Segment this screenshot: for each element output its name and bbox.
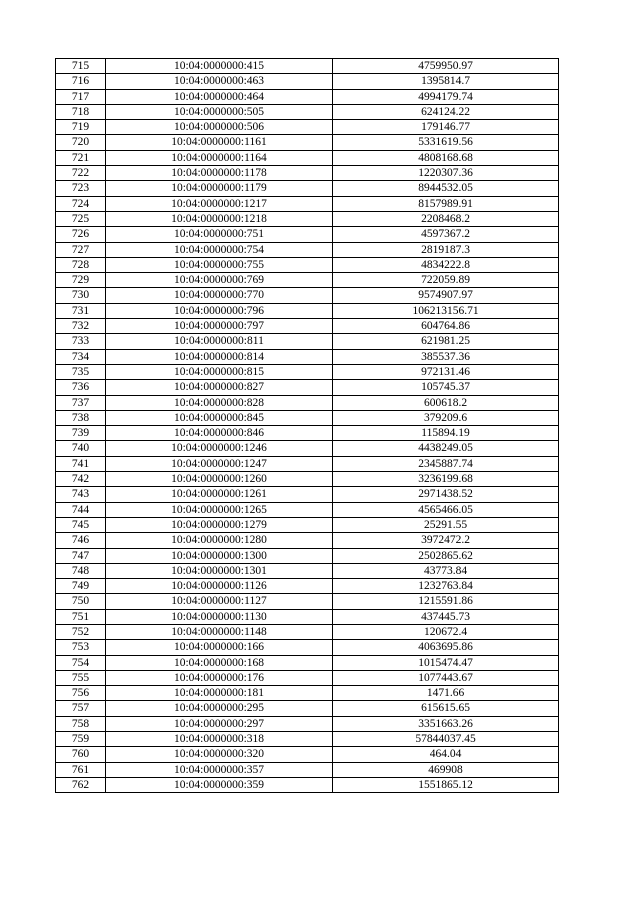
cadastral-number-cell: 10:04:0000000:464 [106, 89, 333, 104]
cadastral-number-cell: 10:04:0000000:359 [106, 777, 333, 792]
value-cell: 624124.22 [333, 104, 559, 119]
cadastral-number-cell: 10:04:0000000:506 [106, 120, 333, 135]
cadastral-number-cell: 10:04:0000000:1246 [106, 441, 333, 456]
cadastral-number-cell: 10:04:0000000:166 [106, 640, 333, 655]
value-cell: 385537.36 [333, 349, 559, 364]
value-cell: 2208468.2 [333, 211, 559, 226]
value-cell: 4808168.68 [333, 150, 559, 165]
cadastral-number-cell: 10:04:0000000:181 [106, 686, 333, 701]
value-cell: 4759950.97 [333, 59, 559, 74]
row-number-cell: 718 [56, 104, 106, 119]
value-cell: 43773.84 [333, 563, 559, 578]
table-row [56, 732, 559, 747]
table-row [56, 441, 559, 456]
row-number-cell: 762 [56, 777, 106, 792]
cadastral-number-cell: 10:04:0000000:1261 [106, 487, 333, 502]
value-cell: 4597367.2 [333, 227, 559, 242]
cadastral-number-cell: 10:04:0000000:1301 [106, 563, 333, 578]
table-row [56, 670, 559, 685]
row-number-cell: 724 [56, 196, 106, 211]
cadastral-number-cell: 10:04:0000000:168 [106, 655, 333, 670]
value-cell: 621981.25 [333, 334, 559, 349]
row-number-cell: 741 [56, 456, 106, 471]
table-row [56, 716, 559, 731]
cadastral-number-cell: 10:04:0000000:1130 [106, 609, 333, 624]
table-row [56, 303, 559, 318]
table-row [56, 579, 559, 594]
table-row [56, 533, 559, 548]
value-cell: 4834222.8 [333, 257, 559, 272]
row-number-cell: 761 [56, 762, 106, 777]
row-number-cell: 726 [56, 227, 106, 242]
row-number-cell: 721 [56, 150, 106, 165]
row-number-cell: 733 [56, 334, 106, 349]
table-row [56, 456, 559, 471]
value-cell: 1220307.36 [333, 166, 559, 181]
value-cell: 437445.73 [333, 609, 559, 624]
row-number-cell: 732 [56, 319, 106, 334]
row-number-cell: 735 [56, 364, 106, 379]
value-cell: 464.04 [333, 747, 559, 762]
table-row [56, 426, 559, 441]
table-row [56, 655, 559, 670]
table-row [56, 166, 559, 181]
row-number-cell: 727 [56, 242, 106, 257]
table-row [56, 517, 559, 532]
row-number-cell: 737 [56, 395, 106, 410]
value-cell: 4063695.86 [333, 640, 559, 655]
table-row [56, 594, 559, 609]
value-cell: 4438249.05 [333, 441, 559, 456]
cadastral-number-cell: 10:04:0000000:755 [106, 257, 333, 272]
value-cell: 8944532.05 [333, 181, 559, 196]
row-number-cell: 736 [56, 380, 106, 395]
row-number-cell: 746 [56, 533, 106, 548]
cadastral-number-cell: 10:04:0000000:1164 [106, 150, 333, 165]
cadastral-number-cell: 10:04:0000000:1148 [106, 624, 333, 639]
cadastral-number-cell: 10:04:0000000:797 [106, 319, 333, 334]
row-number-cell: 720 [56, 135, 106, 150]
value-cell: 2971438.52 [333, 487, 559, 502]
value-cell: 1015474.47 [333, 655, 559, 670]
table-row [56, 135, 559, 150]
value-cell: 105745.37 [333, 380, 559, 395]
table-row [56, 686, 559, 701]
row-number-cell: 740 [56, 441, 106, 456]
value-cell: 1232763.84 [333, 579, 559, 594]
row-number-cell: 734 [56, 349, 106, 364]
cadastral-number-cell: 10:04:0000000:751 [106, 227, 333, 242]
row-number-cell: 738 [56, 410, 106, 425]
row-number-cell: 753 [56, 640, 106, 655]
value-cell: 2819187.3 [333, 242, 559, 257]
table-row [56, 196, 559, 211]
cadastral-number-cell: 10:04:0000000:1161 [106, 135, 333, 150]
cadastral-number-cell: 10:04:0000000:1126 [106, 579, 333, 594]
value-cell: 3236199.68 [333, 472, 559, 487]
value-cell: 1077443.67 [333, 670, 559, 685]
cadastral-number-cell: 10:04:0000000:1280 [106, 533, 333, 548]
row-number-cell: 744 [56, 502, 106, 517]
cadastral-number-cell: 10:04:0000000:295 [106, 701, 333, 716]
value-cell: 2345887.74 [333, 456, 559, 471]
table-row [56, 640, 559, 655]
cadastral-number-cell: 10:04:0000000:297 [106, 716, 333, 731]
table-row [56, 89, 559, 104]
table-row [56, 747, 559, 762]
cadastral-number-cell: 10:04:0000000:357 [106, 762, 333, 777]
value-cell: 8157989.91 [333, 196, 559, 211]
value-cell: 179146.77 [333, 120, 559, 135]
cadastral-number-cell: 10:04:0000000:845 [106, 410, 333, 425]
value-cell: 722059.89 [333, 273, 559, 288]
cadastral-number-cell: 10:04:0000000:846 [106, 426, 333, 441]
table-row [56, 181, 559, 196]
row-number-cell: 752 [56, 624, 106, 639]
row-number-cell: 756 [56, 686, 106, 701]
row-number-cell: 717 [56, 89, 106, 104]
table-row [56, 777, 559, 792]
value-cell: 604764.86 [333, 319, 559, 334]
table-row [56, 104, 559, 119]
table-row [56, 548, 559, 563]
value-cell: 2502865.62 [333, 548, 559, 563]
table-row [56, 502, 559, 517]
row-number-cell: 747 [56, 548, 106, 563]
cadastral-number-cell: 10:04:0000000:463 [106, 74, 333, 89]
row-number-cell: 730 [56, 288, 106, 303]
cadastral-number-cell: 10:04:0000000:754 [106, 242, 333, 257]
value-cell: 379209.6 [333, 410, 559, 425]
table-row [56, 395, 559, 410]
cadastral-number-cell: 10:04:0000000:811 [106, 334, 333, 349]
cadastral-number-cell: 10:04:0000000:176 [106, 670, 333, 685]
cadastral-number-cell: 10:04:0000000:1179 [106, 181, 333, 196]
row-number-cell: 760 [56, 747, 106, 762]
row-number-cell: 716 [56, 74, 106, 89]
cadastral-number-cell: 10:04:0000000:828 [106, 395, 333, 410]
table-row [56, 380, 559, 395]
cadastral-number-cell: 10:04:0000000:1127 [106, 594, 333, 609]
table-row [56, 349, 559, 364]
table-row [56, 563, 559, 578]
table-row [56, 227, 559, 242]
value-cell: 972131.46 [333, 364, 559, 379]
row-number-cell: 757 [56, 701, 106, 716]
value-cell: 615615.65 [333, 701, 559, 716]
value-cell: 115894.19 [333, 426, 559, 441]
value-cell: 600618.2 [333, 395, 559, 410]
row-number-cell: 725 [56, 211, 106, 226]
cadastral-number-cell: 10:04:0000000:1217 [106, 196, 333, 211]
row-number-cell: 743 [56, 487, 106, 502]
cadastral-number-cell: 10:04:0000000:1247 [106, 456, 333, 471]
cadastral-number-cell: 10:04:0000000:320 [106, 747, 333, 762]
value-cell: 1215591.86 [333, 594, 559, 609]
row-number-cell: 751 [56, 609, 106, 624]
table-row [56, 257, 559, 272]
value-cell: 57844037.45 [333, 732, 559, 747]
table-row [56, 701, 559, 716]
value-cell: 1551865.12 [333, 777, 559, 792]
cadastral-number-cell: 10:04:0000000:1260 [106, 472, 333, 487]
value-cell: 9574907.97 [333, 288, 559, 303]
row-number-cell: 750 [56, 594, 106, 609]
table-row [56, 487, 559, 502]
cadastral-number-cell: 10:04:0000000:827 [106, 380, 333, 395]
data-table [55, 58, 559, 793]
table-row [56, 624, 559, 639]
table-row [56, 472, 559, 487]
row-number-cell: 729 [56, 273, 106, 288]
table-row [56, 273, 559, 288]
table-row [56, 288, 559, 303]
cadastral-number-cell: 10:04:0000000:796 [106, 303, 333, 318]
row-number-cell: 722 [56, 166, 106, 181]
value-cell: 5331619.56 [333, 135, 559, 150]
row-number-cell: 742 [56, 472, 106, 487]
table-row [56, 120, 559, 135]
table-row [56, 242, 559, 257]
value-cell: 4565466.05 [333, 502, 559, 517]
cadastral-number-cell: 10:04:0000000:1279 [106, 517, 333, 532]
row-number-cell: 723 [56, 181, 106, 196]
table-row [56, 74, 559, 89]
row-number-cell: 745 [56, 517, 106, 532]
cadastral-number-cell: 10:04:0000000:1265 [106, 502, 333, 517]
cadastral-number-cell: 10:04:0000000:770 [106, 288, 333, 303]
row-number-cell: 719 [56, 120, 106, 135]
row-number-cell: 748 [56, 563, 106, 578]
value-cell: 3351663.26 [333, 716, 559, 731]
cadastral-number-cell: 10:04:0000000:505 [106, 104, 333, 119]
table-row [56, 59, 559, 74]
table-row [56, 334, 559, 349]
table-row [56, 211, 559, 226]
row-number-cell: 715 [56, 59, 106, 74]
table-row [56, 364, 559, 379]
row-number-cell: 728 [56, 257, 106, 272]
value-cell: 120672.4 [333, 624, 559, 639]
cadastral-number-cell: 10:04:0000000:815 [106, 364, 333, 379]
table-row [56, 410, 559, 425]
cadastral-number-cell: 10:04:0000000:1300 [106, 548, 333, 563]
table-row [56, 609, 559, 624]
cadastral-number-cell: 10:04:0000000:814 [106, 349, 333, 364]
row-number-cell: 755 [56, 670, 106, 685]
row-number-cell: 758 [56, 716, 106, 731]
value-cell: 4994179.74 [333, 89, 559, 104]
table-row [56, 762, 559, 777]
cadastral-number-cell: 10:04:0000000:415 [106, 59, 333, 74]
row-number-cell: 739 [56, 426, 106, 441]
value-cell: 3972472.2 [333, 533, 559, 548]
table-body [56, 59, 559, 793]
value-cell: 1471.66 [333, 686, 559, 701]
row-number-cell: 754 [56, 655, 106, 670]
row-number-cell: 759 [56, 732, 106, 747]
cadastral-number-cell: 10:04:0000000:769 [106, 273, 333, 288]
cadastral-number-cell: 10:04:0000000:318 [106, 732, 333, 747]
row-number-cell: 749 [56, 579, 106, 594]
table-row [56, 150, 559, 165]
table-row [56, 319, 559, 334]
row-number-cell: 731 [56, 303, 106, 318]
value-cell: 25291.55 [333, 517, 559, 532]
cadastral-number-cell: 10:04:0000000:1218 [106, 211, 333, 226]
value-cell: 106213156.71 [333, 303, 559, 318]
value-cell: 1395814.7 [333, 74, 559, 89]
cadastral-number-cell: 10:04:0000000:1178 [106, 166, 333, 181]
value-cell: 469908 [333, 762, 559, 777]
